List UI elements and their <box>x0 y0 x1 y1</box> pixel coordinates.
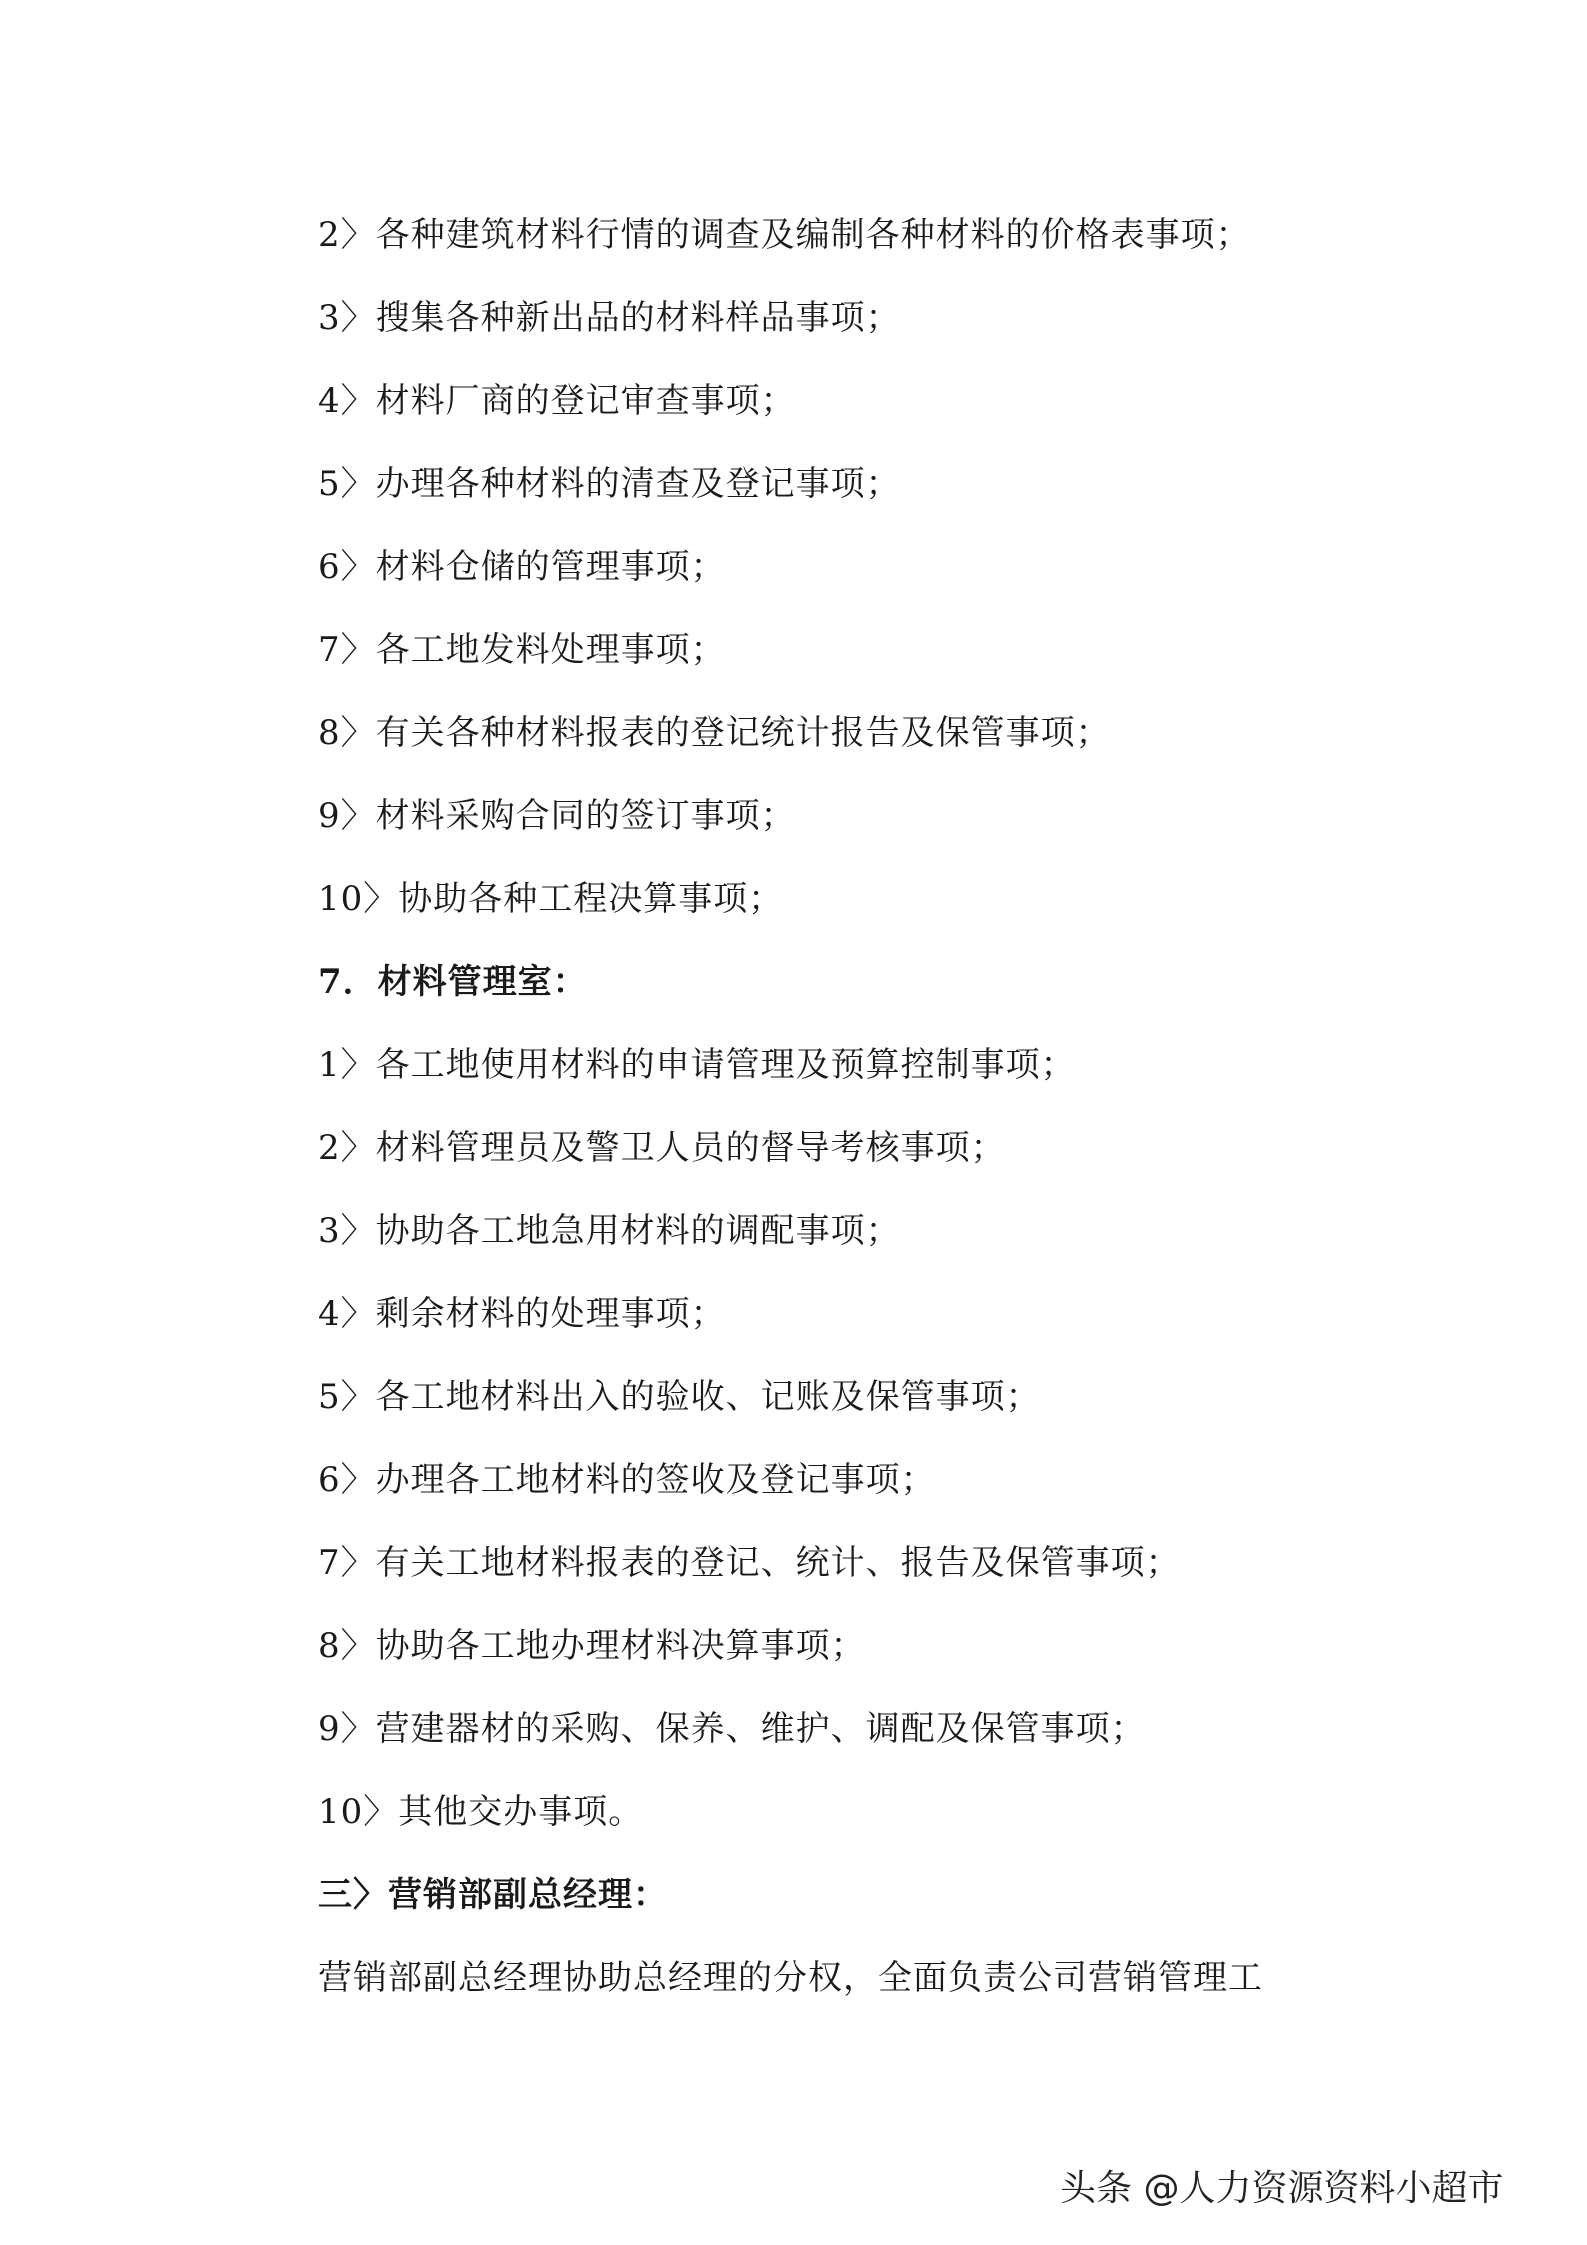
paragraph: 营销部副总经理协助总经理的分权，全面负责公司营销管理工 <box>318 1958 1263 1998</box>
list-item: 10〉其他交办事项。 <box>318 1792 644 1832</box>
list-item: 8〉有关各种材料报表的登记统计报告及保管事项； <box>318 713 1111 753</box>
list-item: 4〉剩余材料的处理事项； <box>318 1294 726 1334</box>
list-item: 10〉协助各种工程决算事项； <box>318 879 784 919</box>
list-item: 6〉办理各工地材料的签收及登记事项； <box>318 1460 936 1500</box>
list-item: 6〉材料仓储的管理事项； <box>318 547 726 587</box>
list-item: 1〉各工地使用材料的申请管理及预算控制事项； <box>318 1045 1076 1085</box>
list-item: 3〉搜集各种新出品的材料样品事项； <box>318 298 901 338</box>
list-item: 5〉办理各种材料的清查及登记事项； <box>318 464 901 504</box>
list-item: 2〉材料管理员及警卫人员的督导考核事项； <box>318 1128 1006 1168</box>
list-item: 5〉各工地材料出入的验收、记账及保管事项； <box>318 1377 1041 1417</box>
list-item: 7〉有关工地材料报表的登记、统计、报告及保管事项； <box>318 1543 1181 1583</box>
document-body <box>318 205 1438 2031</box>
list-item: 8〉协助各工地办理材料决算事项； <box>318 1626 866 1666</box>
watermark: 头条 @人力资源资料小超市 <box>1060 2168 1504 2209</box>
list-item: 7〉各工地发料处理事项； <box>318 630 726 670</box>
list-item: 9〉营建器材的采购、保养、维护、调配及保管事项； <box>318 1709 1146 1749</box>
section-heading: 7．材料管理室： <box>318 962 588 1002</box>
list-item: 9〉材料采购合同的签订事项； <box>318 796 796 836</box>
list-item: 2〉各种建筑材料行情的调查及编制各种材料的价格表事项； <box>318 215 1251 255</box>
section-heading: 三〉营销部副总经理： <box>318 1875 668 1915</box>
list-item: 4〉材料厂商的登记审查事项； <box>318 381 796 421</box>
list-item: 3〉协助各工地急用材料的调配事项； <box>318 1211 901 1251</box>
